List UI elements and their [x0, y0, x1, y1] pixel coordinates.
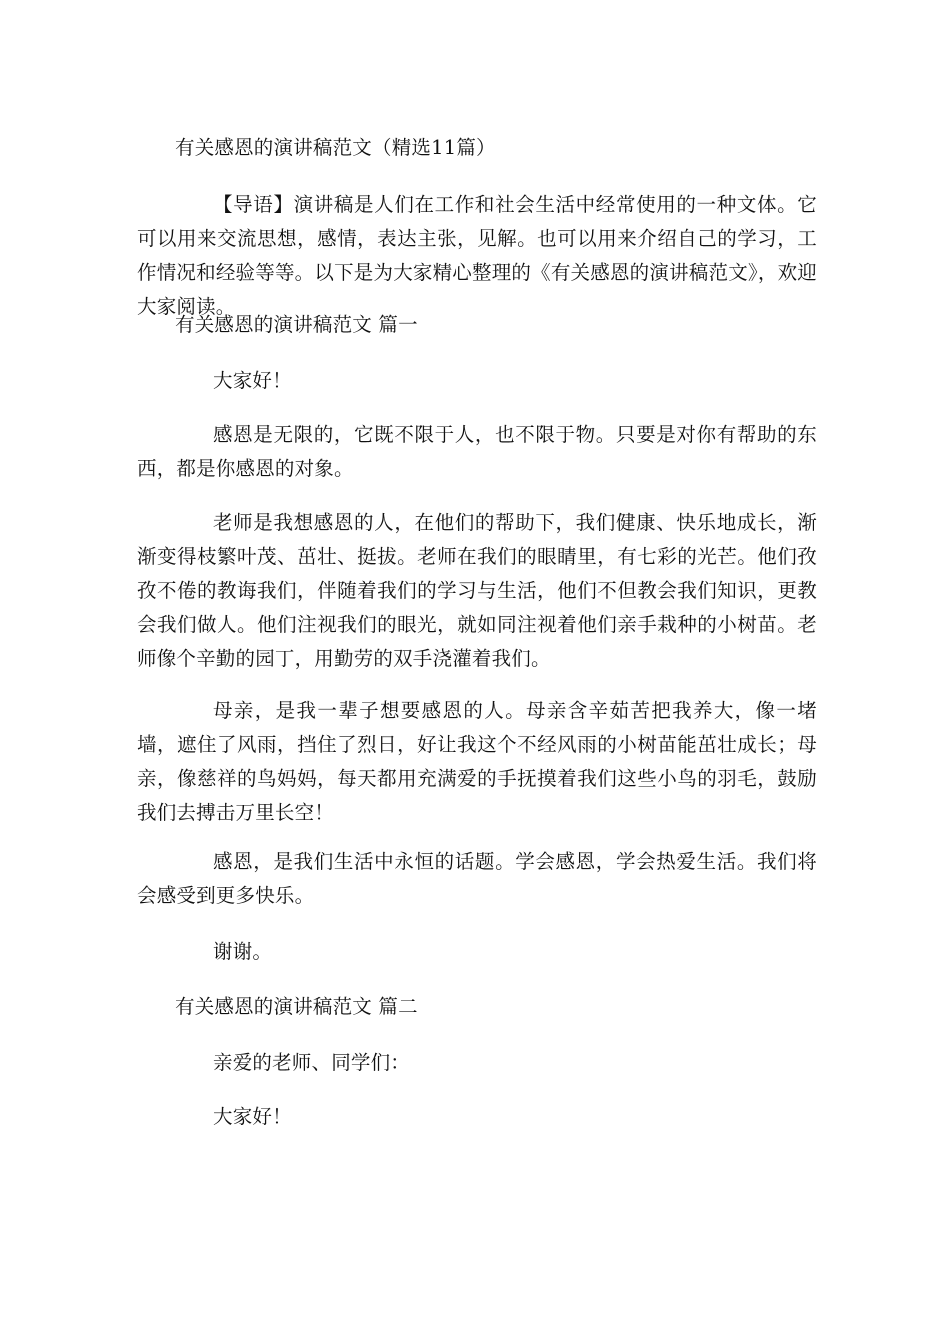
section1-greeting: 大家好！ [213, 369, 292, 392]
section2-salutation: 亲爱的老师、同学们： [213, 1051, 411, 1074]
section2-heading: 有关感恩的演讲稿范文 篇二 [175, 995, 418, 1018]
section1-paragraph-1: 感恩是无限的，它既不限于人，也不限于物。只要是对你有帮助的东西，都是你感恩的对象。 [137, 423, 817, 480]
section1-paragraph-4: 感恩，是我们生活中永恒的话题。学会感恩，学会热爱生活。我们将会感受到更多快乐。 [137, 850, 817, 907]
section2-greeting: 大家好！ [213, 1105, 292, 1128]
intro-paragraph: 【导语】演讲稿是人们在工作和社会生活中经常使用的一种文体。它可以用来交流思想，感情，表达主张，见解。也可以用来介绍自己的学习，工作情况和经验等等。以下是为大家精心整理的《有关感恩的演讲稿范文》，欢迎大家阅读。 [137, 193, 817, 318]
section1-heading: 有关感恩的演讲稿范文 篇一 [175, 313, 418, 336]
document-title: 有关感恩的演讲稿范文（精选11篇） [175, 136, 496, 159]
section1-closing: 谢谢。 [213, 940, 273, 963]
section1-paragraph-2: 老师是我想感恩的人，在他们的帮助下，我们健康、快乐地成长，渐渐变得枝繁叶茂、茁壮、挺拔。老师在我们的眼睛里，有七彩的光芒。他们孜孜不倦的教诲我们，伴随着我们的学习与生活，他们不但教会我们知识，更教会我们做人。他们注视我们的眼光，就如同注视着他们亲手栽种的小树苗。老师像个辛勤的园丁，用勤劳的双手浇灌着我们。 [137, 511, 817, 670]
section1-paragraph-3: 母亲，是我一辈子想要感恩的人。母亲含辛茹苦把我养大，像一堵墙，遮住了风雨，挡住了烈日，好让我这个不经风雨的小树苗能茁壮成长；母亲，像慈祥的鸟妈妈，每天都用充满爱的手抚摸着我们这些小鸟的羽毛，鼓励我们去搏击万里长空！ [137, 699, 817, 824]
